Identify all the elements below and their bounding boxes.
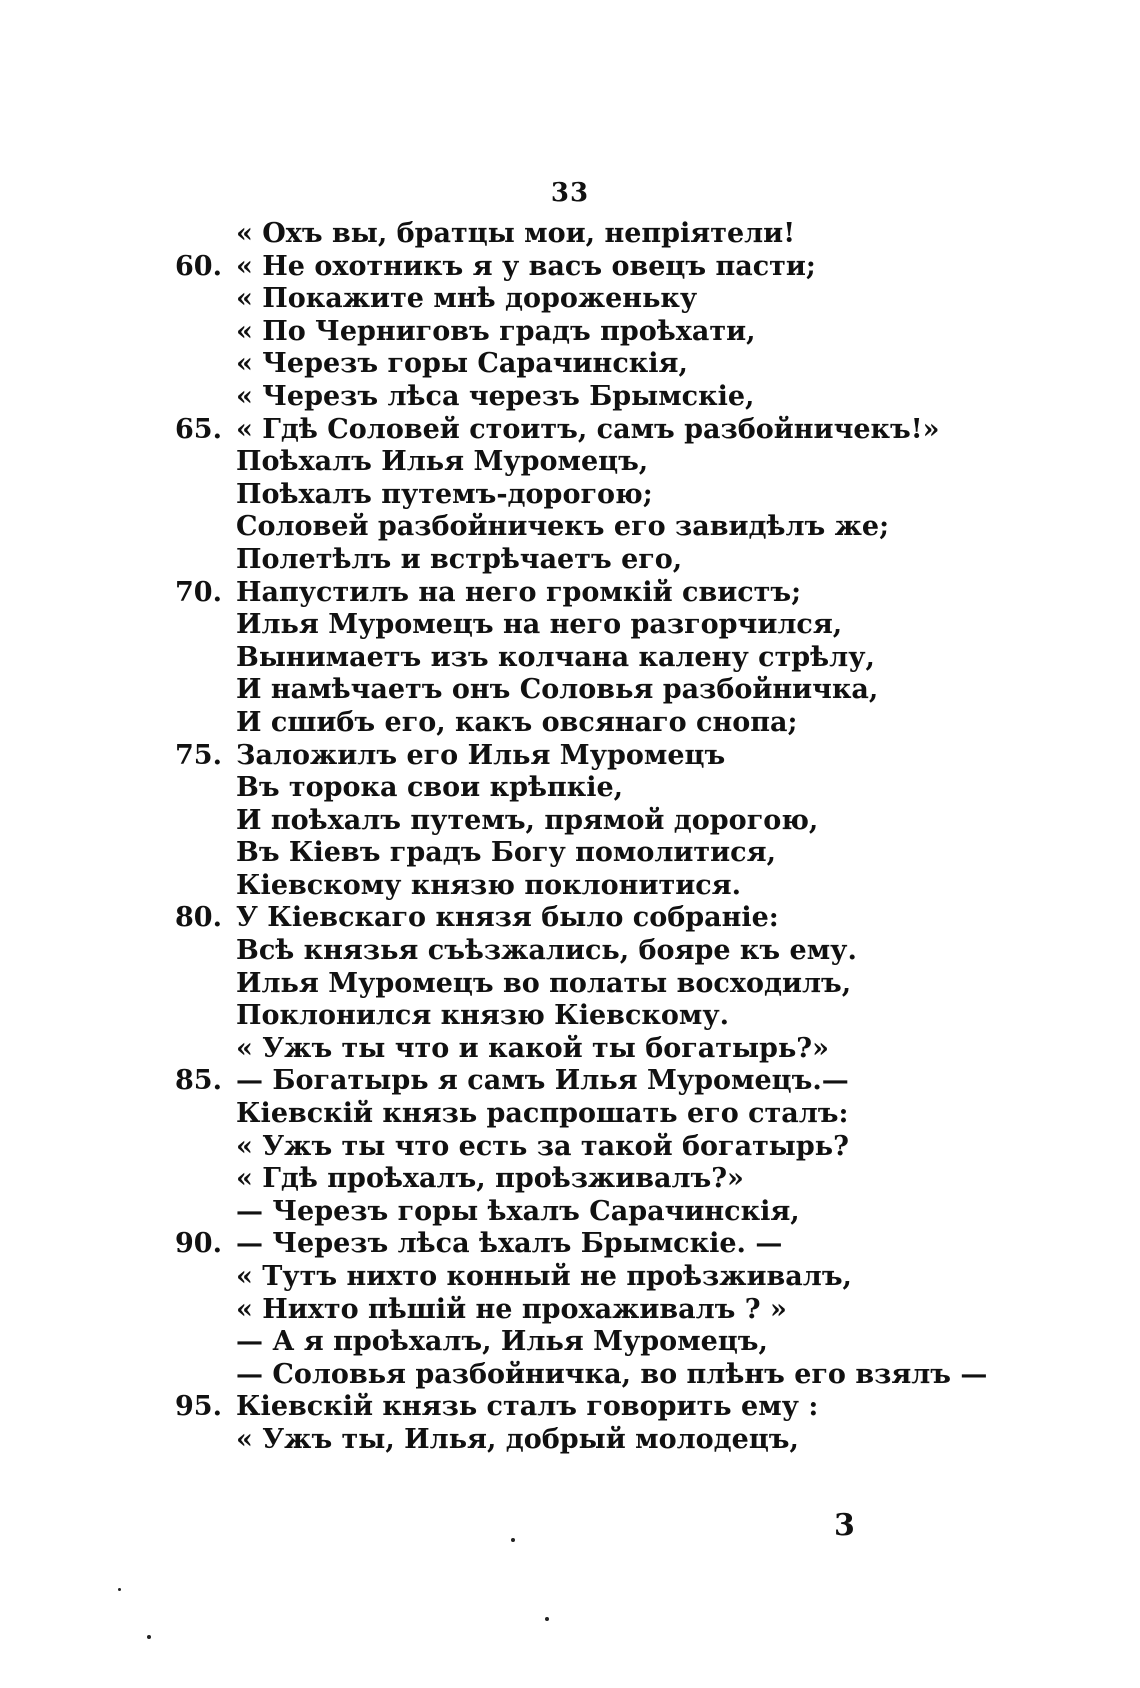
verse-line-text: Кіевскій князь распрошать его сталъ: [236, 1098, 849, 1130]
verse-line [175, 348, 1075, 381]
verse-line [175, 511, 1075, 544]
verse-line-number: 60. [175, 250, 222, 282]
verse-line-text: « Черезъ горы Сарачинскія, [236, 348, 688, 380]
verse-line-text: « Ужъ ты что и какой ты богатырь?» [236, 1032, 829, 1064]
print-speck [511, 1538, 515, 1542]
verse-line [175, 1326, 1075, 1359]
verse-line [175, 544, 1075, 577]
verse-line [175, 446, 1075, 479]
verse-line [175, 1065, 1075, 1098]
verse-line-text: Напустилъ на него громкій свистъ; [236, 576, 802, 608]
verse-line-text: — Черезъ лѣса ѣхалъ Брымскіе. — [236, 1228, 783, 1260]
verse-line [175, 805, 1075, 838]
verse-line [175, 1163, 1075, 1196]
verse-line-text: — Богатырь я самъ Илья Муромецъ.— [236, 1065, 849, 1097]
verse-line [175, 283, 1075, 316]
verse-line [175, 772, 1075, 805]
verse-line-text: « По Черниговъ градъ проѣхати, [236, 315, 756, 347]
verse-line [175, 1261, 1075, 1294]
verse-line [175, 740, 1075, 773]
verse-line [175, 1098, 1075, 1131]
verse-line [175, 1033, 1075, 1066]
verse-line-text: Поклонился князю Кіевскому. [236, 1000, 730, 1032]
verse-line-text: « Не охотникъ я у васъ овецъ пасти; [236, 250, 816, 282]
verse-line-number: 70. [175, 576, 222, 608]
verse-line-number: 95. [175, 1391, 222, 1423]
verse-line-text: « Охъ вы, братцы мои, непріятели! [236, 218, 796, 249]
verse-line-text: Кіевскій князь сталъ говорить ему : [236, 1391, 819, 1423]
print-speck [118, 1588, 121, 1591]
verse-line-text: Кіевскому князю поклонитися. [236, 869, 742, 901]
verse-line-number: 75. [175, 739, 222, 771]
verse-line-text: « Ужъ ты, Илья, добрый молодецъ, [236, 1423, 799, 1455]
verse-line-text: « Гдѣ Соловей стоитъ, самъ разбойничекъ!» [236, 413, 940, 445]
verse-line-text: Полетѣлъ и встрѣчаетъ его, [236, 543, 683, 575]
verse-line [175, 251, 1075, 284]
verse-line [175, 1196, 1075, 1229]
verse-line-text: Въ торока свои крѣпкіе, [236, 772, 624, 804]
verse-line-text: Илья Муромецъ на него разгорчился, [236, 609, 843, 641]
verse-line [175, 316, 1075, 349]
verse-line-text: « Черезъ лѣса черезъ Брымскіе, [236, 380, 755, 412]
verse-line-text: « Гдѣ проѣхалъ, проѣзживалъ?» [236, 1163, 744, 1195]
verse-line-number: 65. [175, 413, 222, 445]
verse-line [175, 577, 1075, 610]
verse-line-text: Заложилъ его Илья Муромецъ [236, 739, 726, 771]
page-number: 33 [550, 178, 590, 208]
verse-line [175, 1424, 1075, 1457]
verse-line-text: У Кіевскаго князя было собраніе: [236, 902, 779, 934]
verse-line-text: — Соловья разбойничка, во плѣнъ его взялъ — [236, 1358, 988, 1390]
verse-line-text: И сшибъ его, какъ овсянаго снопа; [236, 706, 798, 738]
verse-line-text: « Ужъ ты что есть за такой богатырь? [236, 1130, 849, 1162]
verse-line-number: 85. [175, 1065, 222, 1097]
verse-line [175, 935, 1075, 968]
verse-line [175, 1294, 1075, 1327]
verse-line-text: И поѣхалъ путемъ, прямой дорогою, [236, 804, 819, 836]
verse-line [175, 381, 1075, 414]
verse-line [175, 218, 1075, 251]
verse-line-text: Поѣхалъ Илья Муромецъ, [236, 446, 649, 478]
verse-line [175, 609, 1075, 642]
verse-line-text: И намѣчаетъ онъ Соловья разбойничка, [236, 674, 879, 706]
print-speck [545, 1617, 549, 1621]
verse-line [175, 1391, 1075, 1424]
verse-line-text: Соловей разбойничекъ его завидѣлъ же; [236, 511, 890, 543]
verse-line-text: Въ Кіевъ градъ Богу помолитися, [236, 837, 776, 869]
verse-line [175, 1228, 1075, 1261]
verse-line-number: 90. [175, 1228, 222, 1260]
print-speck [147, 1635, 151, 1639]
verse-line-text: « Нихто пѣшій не прохаживалъ ? » [236, 1293, 787, 1325]
verse-line [175, 1000, 1075, 1033]
verse-line [175, 1359, 1075, 1392]
verse-line-text: — Черезъ горы ѣхалъ Сарачинскія, [236, 1195, 800, 1227]
verse-line-text: Поѣхалъ путемъ-дорогою; [236, 478, 653, 510]
verse-line [175, 642, 1075, 675]
signature-mark: 3 [834, 1508, 855, 1543]
verse-line [175, 707, 1075, 740]
verse-line [175, 414, 1075, 447]
verse-line [175, 674, 1075, 707]
verse-line-text: — А я проѣхалъ, Илья Муромецъ, [236, 1326, 768, 1358]
verse-line-text: Всѣ князья съѣзжались, бояре къ ему. [236, 935, 857, 967]
verse-line-number: 80. [175, 902, 222, 934]
verse-line-text: Вынимаетъ изъ колчана калену стрѣлу, [236, 641, 875, 673]
verse-line [175, 902, 1075, 935]
verse-line [175, 1131, 1075, 1164]
verse-line-text: Илья Муромецъ во полаты восходилъ, [236, 967, 852, 999]
verse-line [175, 870, 1075, 903]
verse-block [175, 218, 1075, 1457]
verse-line-text: « Тутъ нихто конный не проѣзживалъ, [236, 1261, 852, 1292]
verse-line [175, 479, 1075, 512]
verse-line [175, 837, 1075, 870]
verse-line [175, 968, 1075, 1001]
verse-line-text: « Покажите мнѣ дороженьку [236, 283, 698, 315]
